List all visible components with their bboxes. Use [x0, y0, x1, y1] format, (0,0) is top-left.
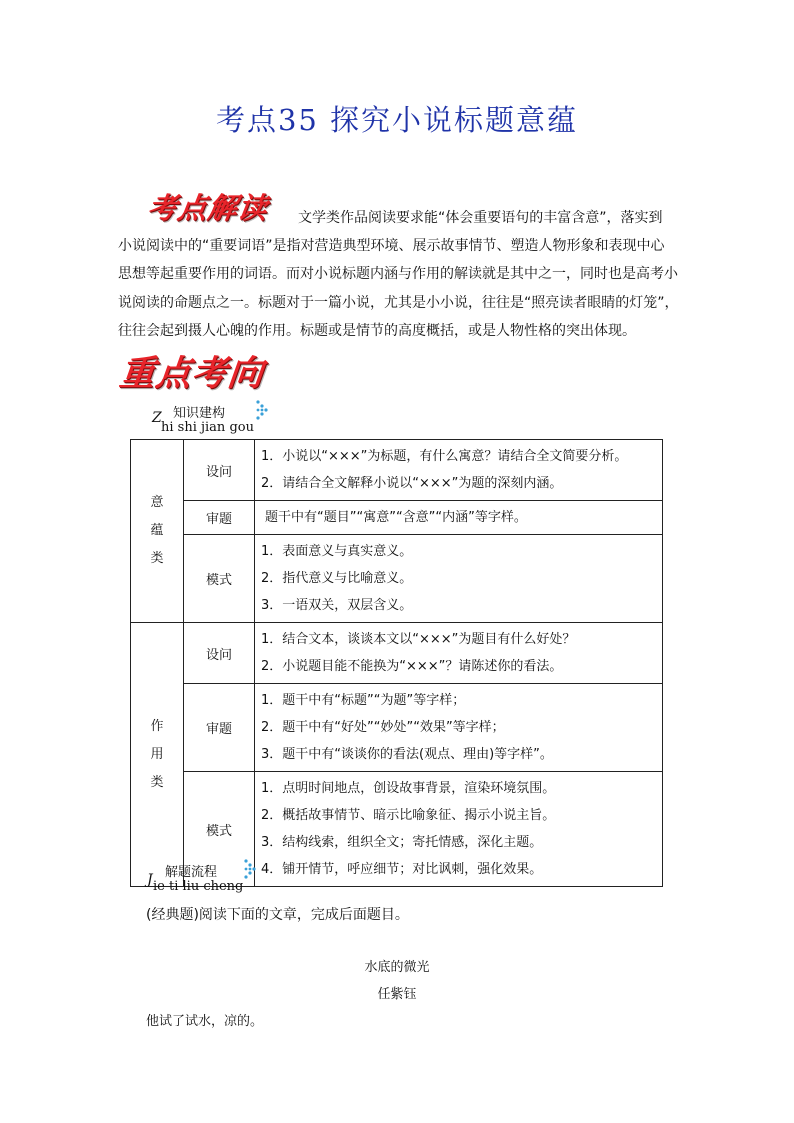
- paragraph-line-2: 小说阅读中的“重要词语”是指对营造典型环境、展示故事情节、塑造人物形象和表现中心: [118, 238, 665, 254]
- subsection-label: 解题流程: [165, 865, 218, 880]
- row-label-shenti: 审题: [184, 501, 255, 535]
- row-label-sheme: 设问: [184, 623, 255, 684]
- story-first-line: 他试了试水，凉的。: [146, 1014, 264, 1029]
- subsection-pinyin: hi shi jian gou: [161, 420, 254, 435]
- row-label-sheme: 设问: [184, 440, 255, 501]
- knowledge-table: [130, 439, 663, 887]
- story-author: 任紫钰: [377, 987, 417, 1002]
- row-label-moshi: 模式: [184, 772, 255, 887]
- row-content: 1．题干中有“标题”“为题”等字样； 2．题干中有“好处”“妙处”“效果”等字样； 3．题干中有“谈谈你的看法(观点、理由)等字样”。: [255, 684, 663, 772]
- chevron-arrows-icon: [242, 858, 264, 880]
- row-label-moshi: 模式: [184, 535, 255, 623]
- category-yiyun: 意 蕴 类: [131, 440, 184, 623]
- row-content: 1．结合文本，谈谈本文以“×××”为题目有什么好处？ 2．小说题目能不能换为“×××”？请陈述你的看法。: [255, 623, 663, 684]
- row-content: 1．表面意义与真实意义。 2．指代意义与比喻意义。 3．一语双关，双层含义。: [255, 535, 663, 623]
- subsection-label: 知识建构: [173, 406, 226, 421]
- section-banner-kaodian-jiedu: 考点解读: [145, 191, 271, 225]
- paragraph-line-3: 思想等起重要作用的词语。而对小说标题内涵与作用的解读就是其中之一，同时也是高考小: [118, 266, 678, 282]
- chevron-arrows-icon: [254, 399, 276, 421]
- row-content: 题干中有“题目”“寓意”“含意”“内涵”等字样。: [255, 501, 663, 535]
- category-zuoyong: 作 用 类: [131, 623, 184, 887]
- paragraph-line-4: 说阅读的命题点之一。标题对于一篇小说，尤其是小小说，往往是“照亮读者眼睛的灯笼”，: [118, 295, 679, 311]
- subsection-initial: Z: [152, 410, 162, 426]
- row-content: 1．小说以“×××”为标题，有什么寓意？请结合全文简要分析。 2．请结合全文解释小说以“×××”为题的深刻内涵。: [255, 440, 663, 501]
- row-content: 1．点明时间地点，创设故事背景，渲染环境氛围。 2．概括故事情节、暗示比喻象征、揭示小说主旨。 3．结构线索，组织全文；寄托情感，深化主题。 4．铺开情节，呼应细节；对比讽刺，强化效果。: [255, 772, 663, 887]
- subsection-initial: J: [147, 872, 153, 888]
- story-title: 水底的微光: [364, 960, 430, 975]
- subsection-pinyin: ie ti liu cheng: [153, 879, 244, 894]
- page-title: 考点35 探究小说标题意蕴: [215, 103, 579, 137]
- section-banner-zhongdian-kaoxiang: 重点考向: [117, 353, 266, 394]
- reading-instruction: (经典题)阅读下面的文章，完成后面题目。: [146, 907, 409, 923]
- paragraph-line-5: 往往会起到摄人心魄的作用。标题或是情节的高度概括，或是人物性格的突出体现。: [118, 323, 636, 339]
- row-label-shenti: 审题: [184, 684, 255, 772]
- paragraph-line-1: 文学类作品阅读要求能“体会重要语句的丰富含意”，落实到: [298, 210, 663, 226]
